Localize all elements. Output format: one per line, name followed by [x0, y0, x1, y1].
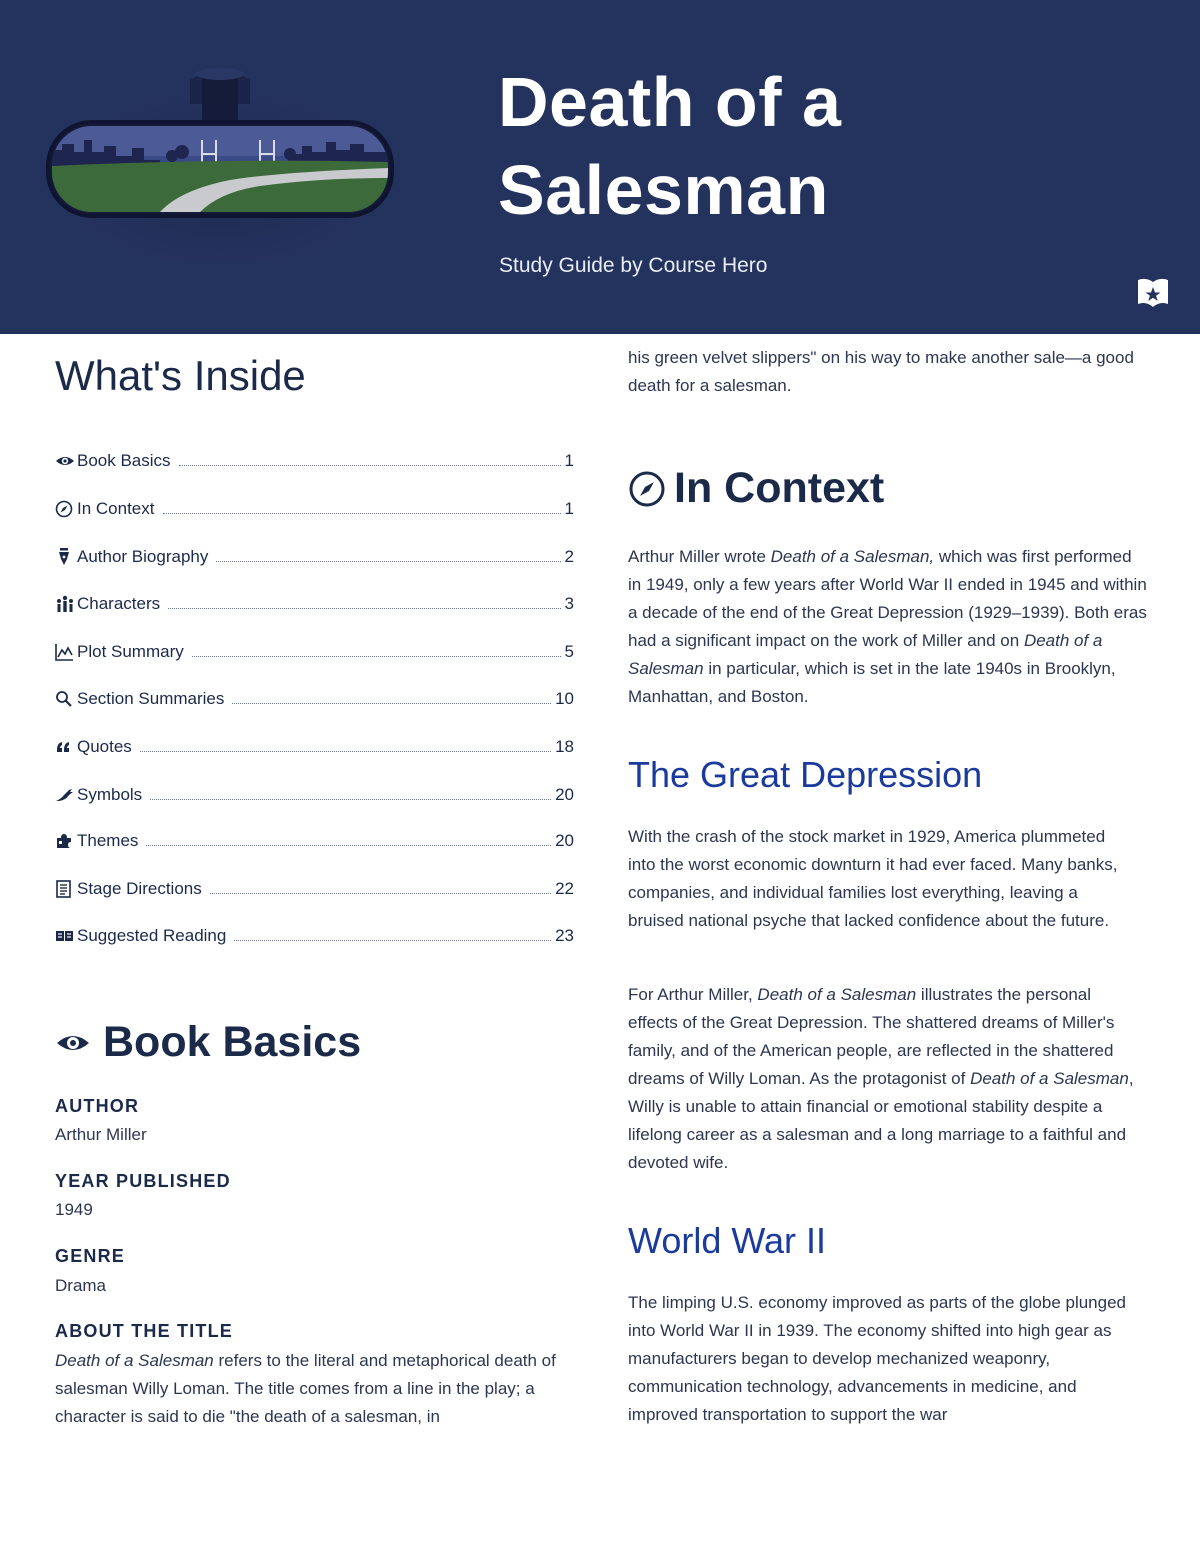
text-run: Arthur Miller wrote [628, 547, 771, 566]
toc-leader-dots [179, 465, 561, 466]
toc-label: Stage Directions [77, 879, 202, 898]
toc-page-number: 23 [555, 926, 574, 945]
toc-page-number: 20 [555, 785, 574, 804]
toc-leader-dots [163, 513, 561, 514]
toc-item-plot-summary[interactable] [55, 637, 574, 667]
toc-leader-dots [216, 561, 560, 562]
study-guide-subtitle: Study Guide by Course Hero [499, 254, 768, 277]
title-line-1: Death of a [498, 63, 842, 141]
great-depression-paragraph-1: With the crash of the stock market in 1929, America plummeted into the worst economic downturn it had ever faced. Many banks, companies, and individual families lost everything, leaving a bruised national psyche that lacked confidence about the future. [628, 827, 1118, 930]
people-icon [55, 595, 77, 613]
toc-leader-dots [168, 608, 560, 609]
toc-leader-dots [140, 751, 551, 752]
eye-icon [55, 1029, 91, 1057]
toc-item-themes[interactable] [55, 826, 574, 856]
toc-label: Themes [77, 831, 139, 850]
text-run: For Arthur Miller, [628, 985, 758, 1004]
toc-label: Symbols [77, 785, 143, 804]
about-the-title-body: refers to the literal and metaphorical death of salesman Willy Loman. The title comes from a line in the play; a character is said to die "the death of a salesman, in [55, 1351, 556, 1426]
toc-item-stage-directions[interactable] [55, 874, 574, 904]
world-war-ii-heading: World War II [628, 1220, 827, 1261]
great-depression-paragraph-2 [628, 981, 1143, 1177]
genre-label: GENRE [55, 1246, 126, 1266]
title-line-2: Salesman [498, 151, 829, 229]
in-context-paragraph [628, 543, 1148, 711]
course-hero-logo-icon [1136, 276, 1170, 310]
toc-label: Section Summaries [77, 689, 225, 708]
compass-icon [55, 500, 77, 518]
toc-label: Characters [77, 594, 161, 613]
toc-heading: What's Inside [55, 352, 306, 399]
book-title-italic: Death of a Salesman [55, 1351, 214, 1370]
toc-item-suggested-reading[interactable] [55, 921, 574, 951]
toc-label: Author Biography [77, 547, 209, 566]
book-title-italic: Death of a Salesman, [770, 547, 935, 566]
toc-page-number: 10 [555, 689, 574, 708]
year-published-value: 1949 [55, 1200, 93, 1219]
bird-icon [55, 786, 77, 804]
study-guide-title [498, 58, 1118, 234]
text-run: illustrates the personal effects of the Great Depression. The shattered dreams of Miller's family, and of the American people, are reflected in the shattered dreams of Willy Loman. As the protagonist of [628, 985, 1115, 1088]
toc-page-number: 18 [555, 737, 574, 756]
script-icon [55, 880, 77, 898]
toc-label: Book Basics [77, 451, 171, 470]
in-context-heading-text: In Context [674, 464, 885, 512]
title-banner [0, 0, 1200, 334]
author-value: Arthur Miller [55, 1125, 147, 1144]
toc-item-author-biography[interactable] [55, 542, 574, 572]
continued-paragraph: his green velvet slippers" on his way to make another sale—a good death for a salesman. [628, 348, 1134, 395]
about-the-title-label: ABOUT THE TITLE [55, 1321, 233, 1341]
book-title-italic: Death of a Salesman [628, 631, 1103, 678]
toc-page-number: 5 [564, 642, 574, 661]
toc-label: Quotes [77, 737, 132, 756]
puzzle-icon [55, 832, 77, 850]
toc-page-number: 3 [564, 594, 574, 613]
toc-page-number: 20 [555, 831, 574, 850]
book-basics-heading [55, 1018, 361, 1067]
book-title-italic: Death of a Salesman [970, 1069, 1129, 1088]
toc-item-quotes[interactable] [55, 732, 574, 762]
text-run: , Willy is unable to attain financial or emotional stability despite a lifelong career as a salesman and a long marriage to a faithful and devoted wife. [628, 1069, 1134, 1172]
toc-leader-dots [232, 703, 551, 704]
eye-icon [55, 452, 77, 470]
toc-page-number: 1 [564, 451, 574, 470]
toc-item-book-basics[interactable] [55, 446, 574, 476]
chart-line-icon [55, 643, 77, 661]
pen-nib-icon [55, 548, 77, 566]
year-published-label: YEAR PUBLISHED [55, 1171, 231, 1191]
text-run: in particular, which is set in the late 1940s in Brooklyn, Manhattan, and Boston. [628, 659, 1116, 706]
toc-label: Plot Summary [77, 642, 184, 661]
toc-label: Suggested Reading [77, 926, 227, 945]
toc-item-symbols[interactable] [55, 780, 574, 810]
toc-leader-dots [234, 940, 551, 941]
toc-page-number: 1 [564, 499, 574, 518]
quote-icon [55, 738, 77, 756]
toc-leader-dots [146, 845, 551, 846]
in-context-heading [628, 464, 884, 513]
text-run: which was first performed in 1949, only a few years after World War II ended in 1945 and within a decade of the end of the Great Depression (1929–1939). Both eras had a significant impact on the work of Miller and on [628, 547, 1147, 650]
magnifier-icon [55, 690, 77, 708]
toc-page-number: 2 [564, 547, 574, 566]
toc-item-in-context[interactable] [55, 494, 574, 524]
books-icon [55, 927, 77, 945]
rearview-mirror-illustration [40, 40, 400, 260]
toc-leader-dots [150, 799, 551, 800]
genre-value: Drama [55, 1276, 107, 1295]
book-title-italic: Death of a Salesman [757, 985, 917, 1004]
toc-item-section-summaries[interactable] [55, 684, 574, 714]
toc-item-characters[interactable] [55, 589, 574, 619]
toc-label: In Context [77, 499, 155, 518]
toc-leader-dots [192, 656, 561, 657]
author-label: AUTHOR [55, 1096, 140, 1116]
about-the-title-text [55, 1347, 565, 1431]
world-war-ii-paragraph: The limping U.S. economy improved as parts of the globe plunged into World War II in 1939. The economy shifted into high gear as manufacturers began to develop mechanized weaponry, communication technology, advancements in medicine, and improved transportation to support the war [628, 1293, 1126, 1424]
great-depression-heading: The Great Depression [628, 754, 983, 795]
toc-leader-dots [210, 893, 551, 894]
toc-page-number: 22 [555, 879, 574, 898]
book-basics-heading-text: Book Basics [103, 1018, 362, 1066]
compass-icon [628, 470, 666, 508]
